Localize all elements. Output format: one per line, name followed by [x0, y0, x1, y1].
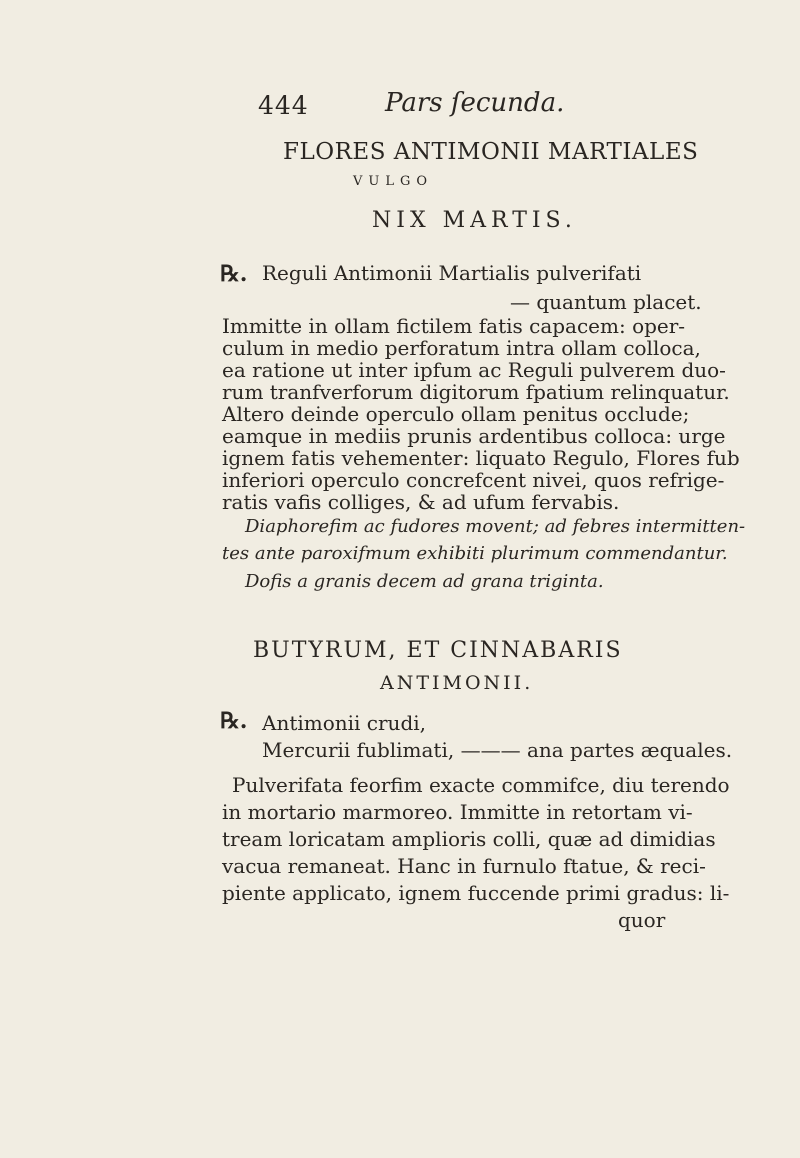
- page-number: 444: [258, 91, 309, 120]
- recipe-line: Reguli Antimonii Martialis pulverifati: [262, 261, 642, 285]
- recipe-line: Antimonii crudi,: [262, 711, 426, 735]
- paragraph-line: Altero deinde operculo ollam penitus occlude;: [222, 402, 690, 426]
- recipe-line: — quantum placet.: [510, 290, 702, 314]
- section-title-butyrum: BUTYRUM, ET CINNABARIS: [253, 638, 623, 663]
- paragraph-line: ratis vafis colliges, & ad ufum fervabis.: [222, 490, 620, 514]
- paragraph-line: ea ratione ut inter ipfum ac Reguli pulverem duo-: [222, 358, 726, 382]
- section-subtitle-antimonii: ANTIMONII.: [380, 672, 534, 694]
- paragraph-line: Pulverifata feorfim exacte commifce, diu terendo: [232, 773, 730, 797]
- section-vulgo: VULGO: [353, 174, 434, 189]
- paragraph-line: inferiori operculo concrefcent nivei, quos refrige-: [222, 468, 725, 492]
- recipe-symbol: ℞.: [220, 708, 248, 734]
- paragraph-line: rum tranfverforum digitorum fpatium relinquatur.: [222, 380, 730, 404]
- recipe-symbol: ℞.: [220, 261, 248, 287]
- paragraph-line: ignem fatis vehementer: liquato Regulo, Flores fub: [222, 446, 740, 470]
- catchword: quor: [618, 908, 666, 932]
- recipe-line: Mercurii fublimati, ——— ana partes æquales.: [262, 738, 733, 762]
- dose-line: Dofis a granis decem ad grana triginta.: [245, 571, 604, 592]
- section-subtitle-nix: NIX MARTIS.: [372, 208, 577, 233]
- section-title-flores: FLORES ANTIMONII MARTIALES: [283, 139, 699, 165]
- paragraph-line: culum in medio perforatum intra ollam colloca,: [222, 336, 701, 360]
- running-title: Pars ſecunda.: [385, 88, 565, 118]
- paragraph-line: piente applicato, ignem fuccende primi gradus: li-: [222, 881, 730, 905]
- italic-note-line: tes ante paroxifmum exhibiti plurimum commendantur.: [222, 543, 728, 564]
- paragraph-line: in mortario marmoreo. Immitte in retortam vi-: [222, 800, 693, 824]
- paragraph-line: eamque in mediis prunis ardentibus colloca: urge: [222, 424, 726, 448]
- italic-note-line: Diaphorefim ac fudores movent; ad febres intermitten-: [245, 516, 746, 537]
- paragraph-line: tream loricatam amplioris colli, quæ ad dimidias: [222, 827, 716, 851]
- paragraph-line: Immitte in ollam fictilem fatis capacem: oper-: [222, 314, 686, 338]
- paragraph-line: vacua remaneat. Hanc in furnulo ftatue, & reci-: [222, 854, 706, 878]
